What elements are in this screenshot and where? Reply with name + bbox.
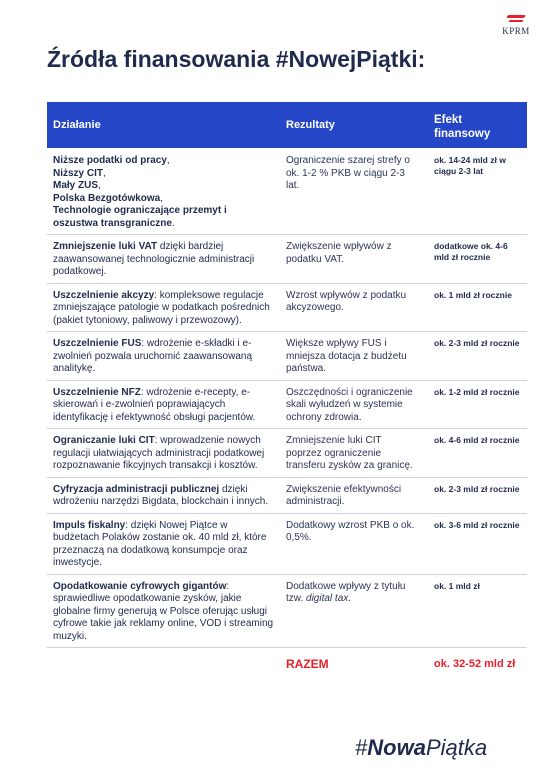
text-segment: Uszczelnienie NFZ	[53, 386, 141, 398]
action-cell	[47, 283, 280, 332]
action-cell	[47, 513, 280, 574]
table-row	[47, 513, 527, 574]
total-value: ok. 32-52 mld zł	[434, 658, 516, 670]
text-segment: Polska Bezgotówkowa	[53, 192, 161, 204]
campaign-hashtag	[355, 735, 487, 761]
kprm-logo	[496, 12, 536, 36]
text-segment: .	[348, 593, 352, 604]
text-segment: Niższy CIT	[53, 167, 104, 179]
table-row	[47, 429, 527, 478]
financial-effect-cell: ok. 1 mld zł rocznie	[428, 283, 527, 332]
action-cell	[47, 429, 280, 478]
results-cell: Zmniejszenie luki CIT poprzez ograniczenie transferu zysków za granicę.	[280, 429, 428, 478]
results-cell: Ograniczenie szarej strefy o ok. 1-2 % PKB w ciągu 2-3 lat.	[280, 148, 428, 235]
financial-effect-cell: ok. 2-3 mld zł rocznie	[428, 477, 527, 513]
action-cell	[47, 332, 280, 381]
text-segment: Uszczelnienie FUS	[53, 338, 142, 349]
results-cell: Wzrost wpływów z podatku akcyzowego.	[280, 283, 428, 332]
table-header-row	[47, 102, 527, 148]
financial-effect-cell: ok. 1 mld zł	[428, 574, 527, 648]
financial-effect-cell: ok. 14-24 mld zł w ciągu 2-3 lat	[428, 148, 527, 235]
text-segment: Niższe podatki od pracy	[53, 155, 167, 166]
table-row	[47, 283, 527, 332]
text-segment: : wdrożenie e-składki i e-zwolnień pozwala uruchomić zaawansowaną analitykę.	[53, 338, 252, 374]
text-segment: Opodatkowanie cyfrowych gigantów	[53, 580, 227, 592]
results-cell: Oszczędności i ograniczenie skali wyłudzeń w systemie ochrony zdrowia.	[280, 380, 428, 429]
financial-effect-cell: ok. 1-2 mld zł rocznie	[428, 380, 527, 429]
financial-effect-cell: ok. 2-3 mld zł rocznie	[428, 332, 527, 381]
results-cell: Zwiększenie wpływów z podatku VAT.	[280, 235, 428, 284]
header-results: Rezultaty	[280, 102, 428, 148]
text-segment: : sprawiedliwe opodatkowanie zysków, jakie globalne firmy generują w Polsce oferując usługi cyfrowe takie jak reklamy online, VOD i streaming muzyki.	[53, 580, 274, 642]
text-segment: dzięki bardziej zaawansowanej technologicznie administracji podatkowej.	[53, 241, 255, 277]
action-cell	[47, 574, 280, 648]
text-segment: dzięki wdrożeniu narzędzi Bigdata, blockchain i innych.	[53, 483, 269, 507]
text-segment: ,	[166, 155, 170, 166]
financing-table	[47, 102, 527, 675]
action-cell	[47, 148, 280, 235]
page-title: Źródła finansowania #NowejPiątki:	[47, 46, 426, 72]
text-segment: Cyfryzacja administracji publicznej	[53, 483, 220, 495]
hashtag-regular-part: Piątka	[425, 735, 488, 760]
table-row	[47, 380, 527, 429]
table-row	[47, 574, 527, 648]
total-empty-cell	[47, 648, 280, 676]
results-cell: Większe wpływy FUS i mniejsza dotacja z budżetu państwa.	[280, 332, 428, 381]
table-row	[47, 332, 527, 381]
financial-effect-cell: ok. 4-6 mld zł rocznie	[428, 429, 527, 478]
text-segment: ,	[160, 192, 164, 204]
text-segment: digital tax	[306, 593, 349, 604]
results-cell: Zwiększenie efektywności administracji.	[280, 477, 428, 513]
header-action: Działanie	[47, 102, 280, 148]
logo-text: KPRM	[502, 26, 530, 36]
text-segment: : kompleksowe regulacje zmniejszające patologie w podatkach pośrednich (pakiet tytoniowy, paliwowy i przewozowy).	[53, 289, 270, 326]
text-segment: Technologie ograniczające przemyt i oszustwa transgraniczne	[53, 205, 227, 229]
hashtag-bold-part: Nowa	[367, 735, 426, 760]
results-cell: Dodatkowy wzrost PKB o ok. 0,5%.	[280, 513, 428, 574]
header-financial-effect: Efekt finansowy	[428, 102, 527, 148]
text-segment: Impuls fiskalny	[53, 519, 126, 531]
total-row	[47, 648, 527, 676]
text-segment: : dzięki Nowej Piątce w budżetach Polaków zostanie ok. 40 mld zł, które przeznaczą na dodatkową konsumpcje oraz inwestycje.	[53, 519, 267, 568]
financial-effect-cell: dodatkowe ok. 4-6 mld zł rocznie	[428, 235, 527, 284]
text-segment: : wprowadzenie nowych regulacji ułatwiających administracji podatkowej rozpoznawanie fikcyjnych transakcji i kosztów.	[53, 435, 265, 471]
text-segment: ,	[98, 180, 101, 191]
hashtag-prefix: #	[355, 735, 368, 760]
total-label: RAZEM	[286, 657, 329, 671]
results-cell	[280, 574, 428, 648]
action-cell	[47, 235, 280, 284]
table-row	[47, 235, 527, 284]
table-body	[47, 148, 527, 675]
text-segment: Uszczelnienie akcyzy	[53, 289, 155, 301]
text-segment: Dodatkowe wpływy z tytułu tzw.	[286, 580, 406, 604]
table-row	[47, 477, 527, 513]
text-segment: ,	[103, 167, 106, 179]
action-cell	[47, 477, 280, 513]
table-row	[47, 148, 527, 235]
flag-icon	[496, 12, 536, 26]
text-segment: Mały ZUS	[53, 180, 99, 191]
financial-effect-cell: ok. 3-6 mld zł rocznie	[428, 513, 527, 574]
text-segment: : wdrożenie e-recepty, e-skierowań i e-zwolnień poprawiających identyfikację i efektywność obsługi pacjentów.	[53, 386, 256, 423]
action-cell	[47, 380, 280, 429]
text-segment: Ograniczanie luki CIT	[53, 435, 155, 446]
text-segment: .	[171, 217, 175, 229]
text-segment: Zmniejszenie luki VAT	[53, 241, 158, 252]
